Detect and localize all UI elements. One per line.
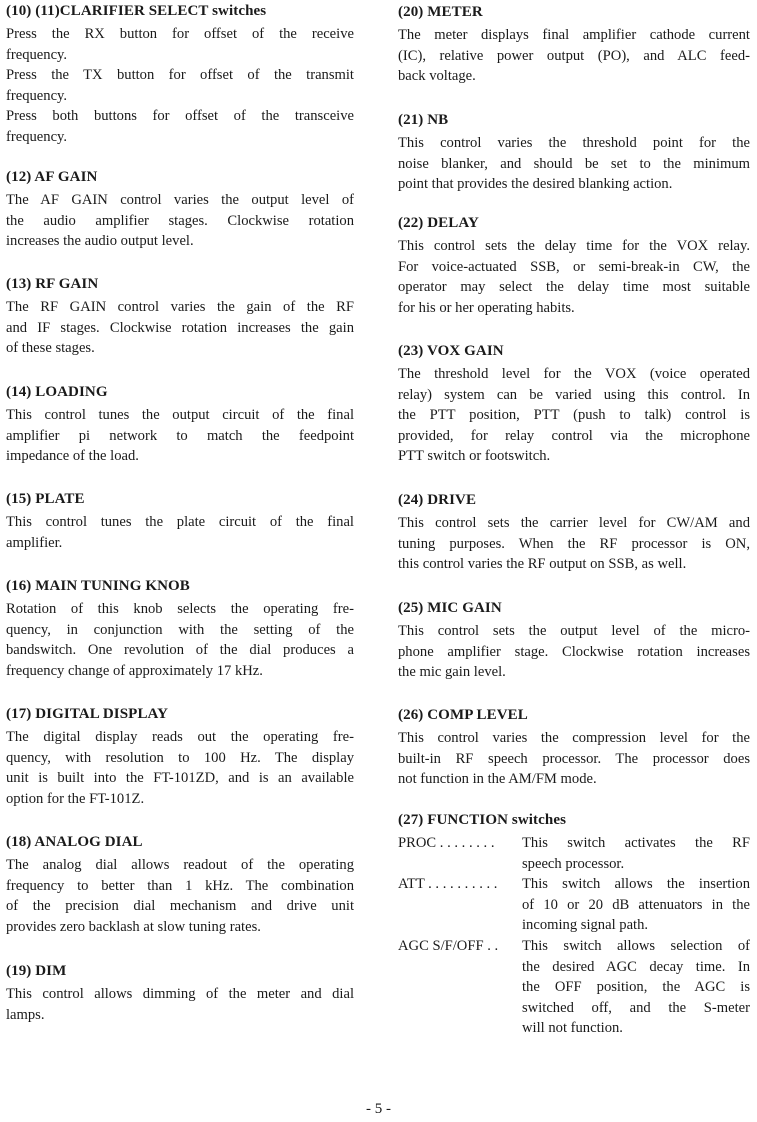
section-body: The meter displays final amplifier cathode current (IC), relative power output (PO), and ALC feed- back voltage. [398, 27, 750, 85]
section-heading: (23) VOX GAIN [398, 343, 504, 359]
section-body: The AF GAIN control varies the output level of the audio amplifier stages. Clockwise rotation increases the audio output level. [6, 192, 354, 250]
section-heading: (12) AF GAIN [6, 169, 98, 185]
section-rf-gain [6, 275, 354, 359]
function-list [398, 833, 750, 1039]
section-body: This control varies the compression level for the built-in RF speech processor. The processor does not function in the AM/FM mode. [398, 730, 750, 788]
function-description: This switch allows selection of the desired AGC decay time. In the OFF position, the AGC is switched off, and the S-meter will not function. [522, 937, 750, 1037]
section-digital-display [6, 705, 354, 809]
section-body: Rotation of this knob selects the operating fre- quency, in conjunction with the setting of the bandswitch. One revolution of the dial produces a frequency change of approximately 17 kHz. [6, 601, 354, 679]
function-item-agc [398, 936, 750, 1039]
section-heading: (21) NB [398, 112, 449, 128]
section-vox-gain [398, 342, 750, 467]
section-heading: (26) COMP LEVEL [398, 707, 528, 723]
section-heading: (20) METER [398, 4, 483, 20]
section-loading [6, 383, 354, 467]
function-item-proc [398, 833, 750, 874]
section-body: The RF GAIN control varies the gain of the RF and IF stages. Clockwise rotation increases the gain of these stages. [6, 299, 354, 357]
section-heading: (18) ANALOG DIAL [6, 834, 143, 850]
section-heading: (13) RF GAIN [6, 276, 99, 292]
section-analog-dial [6, 833, 354, 937]
section-heading: (15) PLATE [6, 491, 85, 507]
section-heading: (16) MAIN TUNING KNOB [6, 578, 190, 594]
section-body: This control tunes the plate circuit of the final amplifier. [6, 514, 354, 551]
section-body: This control varies the threshold point for the noise blanker, and should be set to the minimum point that provides the desired blanking action. [398, 135, 750, 193]
section-heading: (19) DIM [6, 963, 67, 979]
section-body: The threshold level for the VOX (voice operated relay) system can be varied using this control. In the PTT position, PTT (push to talk) control is provided, for relay control via the microphone PTT switch or footswitch. [398, 366, 750, 465]
section-af-gain [6, 168, 354, 252]
section-plate [6, 490, 354, 553]
section-meter [398, 3, 750, 87]
section-heading: (25) MIC GAIN [398, 600, 502, 616]
function-label: AGC S/F/OFF . . [398, 937, 499, 954]
section-body: This control sets the delay time for the VOX relay. For voice-actuated SSB, or semi-break-in CW, the operator may select the delay time most suitable for his or her operating habits. [398, 238, 750, 316]
section-body: The analog dial allows readout of the operating frequency to better than 1 kHz. The combination of the precision dial mechanism and drive unit provides zero backlash at slow tuning rates. [6, 857, 354, 935]
function-label: PROC . . . . . . . . [398, 835, 495, 851]
section-drive [398, 491, 750, 575]
section-heading: (27) FUNCTION switches [398, 812, 567, 828]
section-dim [6, 962, 354, 1025]
section-heading: (24) DRIVE [398, 492, 477, 508]
function-description: This switch activates the RF speech processor. [522, 835, 750, 872]
section-clarifier-select [6, 2, 354, 148]
section-heading: (17) DIGITAL DISPLAY [6, 706, 169, 722]
section-nb [398, 111, 750, 195]
section-body: This control allows dimming of the meter and dial lamps. [6, 986, 354, 1023]
section-delay [398, 214, 750, 318]
section-main-tuning-knob [6, 577, 354, 681]
section-body: This control sets the output level of the micro- phone amplifier stage. Clockwise rotation increases the mic gain level. [398, 623, 750, 681]
function-description: This switch allows the insertion of 10 or 20 dB attenuators in the incoming signal path. [522, 876, 750, 934]
section-body: Press the RX button for offset of the receive frequency. Press the TX button for offset of the transmit frequency. Press both buttons for offset of the transceive frequency. [6, 26, 354, 145]
section-heading: (22) DELAY [398, 215, 479, 231]
section-body: This control tunes the output circuit of the final amplifier pi network to match the feedpoint impedance of the load. [6, 407, 354, 465]
page-number: - 5 - [366, 1101, 391, 1117]
function-label: ATT . . . . . . . . . . [398, 876, 498, 893]
section-function-switches [398, 811, 750, 1039]
section-comp-level [398, 706, 750, 790]
function-item-att [398, 874, 750, 936]
section-mic-gain [398, 599, 750, 683]
section-body: This control sets the carrier level for CW/AM and tuning purposes. When the RF processor is ON, this control varies the RF output on SSB, as well. [398, 515, 750, 573]
section-heading: (14) LOADING [6, 384, 108, 400]
section-heading: (10) (11)CLARIFIER SELECT switches [6, 3, 267, 19]
section-body: The digital display reads out the operating fre- quency, with resolution to 100 Hz. The display unit is built into the FT-101ZD, and is an available option for the FT-101Z. [6, 729, 354, 807]
